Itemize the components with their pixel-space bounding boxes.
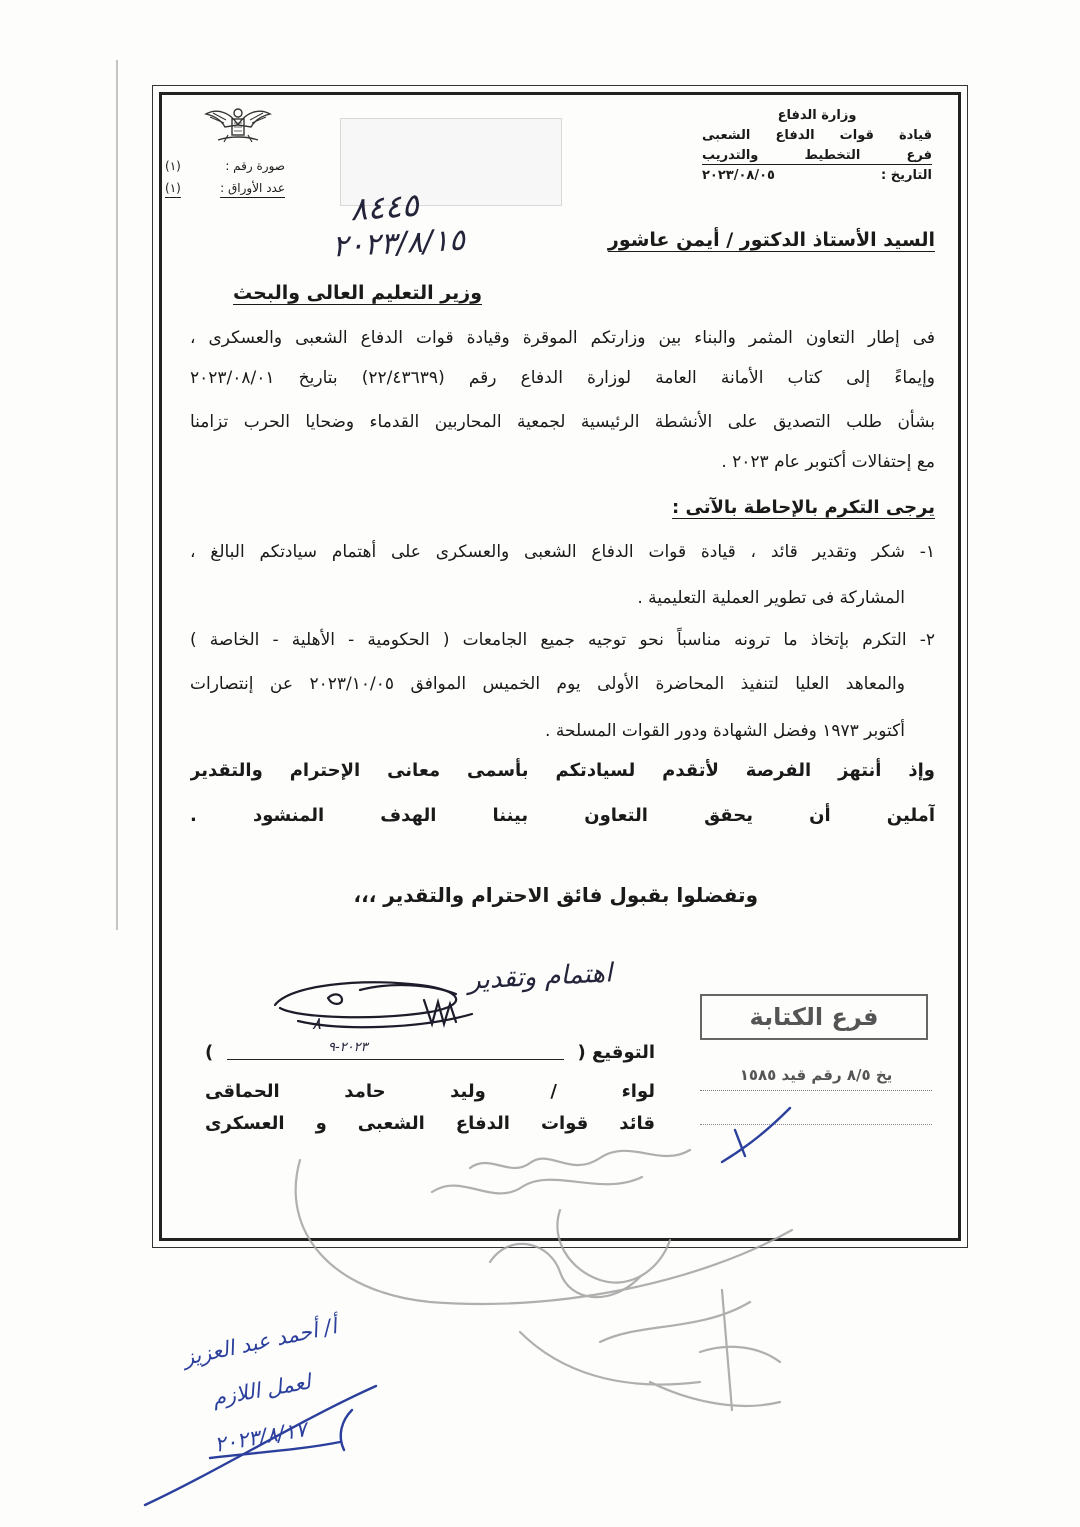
- signature-close-paren: ): [205, 1041, 214, 1063]
- list-item-line: ٢- التكرم بإتخاذ ما ترونه مناسباً نحو توجيه جميع الجامعات ( الحكومية - الأهلية - الخاصة ): [190, 630, 935, 650]
- list-item-line: والمعاهد العليا لتنفيذ المحاضرة الأولى يوم الخميس الموافق ٢٠٢٣/١٠/٠٥ عن إنتصارات: [190, 674, 905, 694]
- issue-date-row: [702, 166, 932, 186]
- issue-date: ٢٠٢٣/٠٨/٠٥: [702, 168, 775, 183]
- copy-number: (١): [165, 159, 181, 173]
- pencil-stroke: [650, 1382, 780, 1406]
- referral-note-date: ٢٠٢٣/٨/١٧: [212, 1417, 309, 1457]
- request-heading: يرجى التكرم بالإحاطة بالآتى :: [672, 497, 935, 518]
- referral-note-recipient: أ/ أحمد عبد العزيز: [181, 1314, 339, 1370]
- pencil-stroke: [490, 1244, 640, 1297]
- page-count: (١): [165, 181, 181, 195]
- signature-line: [227, 1045, 563, 1060]
- signature-date-day: ٨: [312, 1014, 322, 1034]
- addressee-title: وزير التعليم العالى والبحث: [233, 282, 482, 304]
- list-item-line: ١- شكر وتقدير قائد ، قيادة قوات الدفاع الشعبى والعسكرى على أهتمام سيادتكم البالغ ،: [190, 542, 935, 562]
- copy-number-label: صورة رقم :: [225, 159, 285, 173]
- command-name: قيادة قوات الدفاع الشعبى: [702, 128, 932, 143]
- intro-line: مع إحتفالات أكتوبر عام ٢٠٢٣ .: [721, 452, 935, 472]
- issuer-header: [702, 106, 932, 186]
- stamp-department: فرع الكتابة: [700, 994, 928, 1040]
- handwritten-registration-number: ٨٤٤٥: [348, 185, 420, 229]
- list-item-line: أكتوبر ١٩٧٣ وفضل الشهادة ودور القوات المسلحة .: [545, 721, 905, 741]
- addressee-name: السيد الأستاذ الدكتور / أيمن عاشور: [607, 229, 935, 251]
- handwritten-registration-date: ٢٠٢٣/٨/١٥: [331, 222, 466, 265]
- page-count-row: [165, 177, 285, 199]
- registry-stamp: [700, 990, 932, 1140]
- intro-line: بشأن طلب التصديق على الأنشطة الرئيسية لجمعية المحاربين القدماء وضحايا الحرب تزامنا: [190, 412, 935, 432]
- signatory-rank-name: لواء / وليد حامد الحماقى: [205, 1081, 655, 1102]
- copy-info: [165, 155, 285, 199]
- pencil-stroke: [700, 1290, 780, 1410]
- eagle-emblem-icon: [204, 103, 272, 147]
- page-count-label: عدد الأوراق :: [220, 181, 285, 195]
- salutation: وتفضلوا بقبول فائق الاحترام والتقدير ،،،: [353, 883, 758, 907]
- issue-date-label: التاريخ :: [881, 168, 932, 183]
- handwritten-annotation: اهتمام وتقدير: [467, 958, 613, 996]
- signature-date: ٢٠٢٣-٩: [328, 1040, 368, 1055]
- pencil-stroke: [520, 1332, 700, 1385]
- signature-label: التوقيع (: [577, 1041, 655, 1063]
- stamp-date-number: يخ ٨/٥ رقم قيد ١٥٨٥: [700, 1060, 932, 1091]
- list-item-line: المشاركة فى تطوير العملية التعليمية .: [637, 588, 905, 608]
- closing-line: آملين أن يحقق التعاون بيننا الهدف المنشود .: [190, 805, 935, 826]
- signature-row: [205, 1037, 655, 1067]
- ministry-name: وزارة الدفاع: [777, 108, 857, 123]
- blue-ink-stroke: [341, 1410, 352, 1450]
- copy-number-row: [165, 155, 285, 177]
- intro-line: فى إطار التعاون المثمر والبناء بين وزارتكم الموقرة وقيادة قوات الدفاع الشعبى والعسكرى ،: [190, 328, 935, 348]
- referral-note-instruction: لعمل اللازم: [210, 1369, 313, 1411]
- branch-name: فرع التخطيط والتدريب: [702, 148, 932, 163]
- intro-line: وإيماءً إلى كتاب الأمانة العامة لوزارة الدفاع رقم (٢٢/٤٣٦٣٩) بتاريخ ٢٠٢٣/٠٨/٠١: [190, 368, 935, 388]
- closing-line: وإذ أنتهز الفرصة لأتقدم لسيادتكم بأسمى معانى الإحترام والتقدير: [190, 760, 935, 781]
- pencil-stroke: [600, 1302, 750, 1342]
- stamp-blank-line: [700, 1098, 932, 1125]
- signatory-position: قائد قوات الدفاع الشعبى و العسكرى: [205, 1113, 655, 1134]
